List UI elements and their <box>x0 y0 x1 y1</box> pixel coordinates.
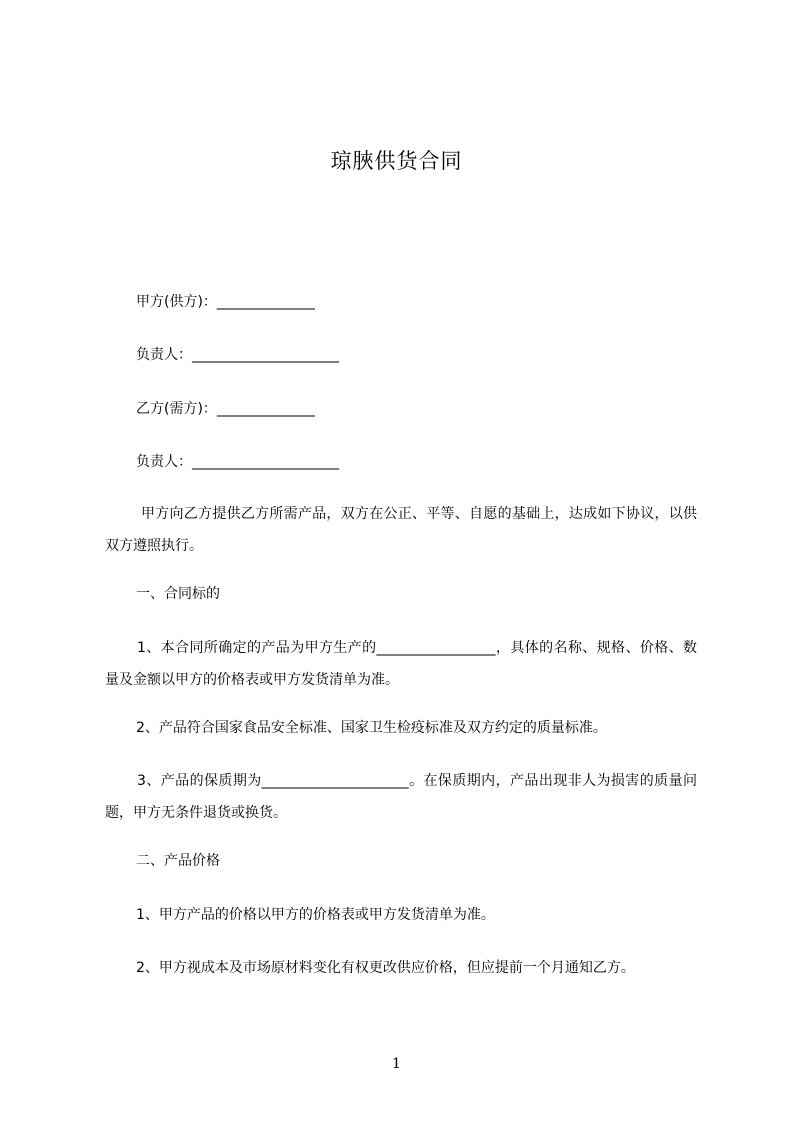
section-1-item-1: 1、本合同所确定的产品为甲方生产的_________________，具体的名称、规格、价格、数量及金额以甲方的价格表或甲方发货清单为准。 <box>105 640 697 688</box>
document-title: 琼脥供货合同 <box>330 149 463 173</box>
section-1-heading: 一、合同标的 <box>136 586 220 602</box>
party-a-line: 甲方(供方)：______________ <box>136 294 315 310</box>
page-number: 1 <box>392 1056 401 1072</box>
party-b-representative-line: 负责人：_____________________ <box>136 454 339 470</box>
section-2-item-1: 1、甲方产品的价格以甲方的价格表或甲方发货清单为准。 <box>136 907 495 923</box>
intro-paragraph: 甲方向乙方提供乙方所需产品，双方在公正、平等、自愿的基础上，达成如下协议，以供双方遵照执行。 <box>105 506 697 554</box>
section-2-heading: 二、产品价格 <box>136 853 220 869</box>
party-a-representative-line: 负责人：_____________________ <box>136 347 339 363</box>
section-2-item-2: 2、甲方视成本及市场原材料变化有权更改供应价格，但应提前一个月通知乙方。 <box>136 960 635 976</box>
section-1-item-2: 2、产品符合国家食品安全标准、国家卫生检疫标准及双方约定的质量标准。 <box>136 720 607 736</box>
party-b-line: 乙方(需方)：______________ <box>136 401 315 417</box>
section-1-item-3: 3、产品的保质期为_____________________。在保质期内，产品出现非人为损害的质量问题，甲方无条件退货或换货。 <box>105 773 697 821</box>
